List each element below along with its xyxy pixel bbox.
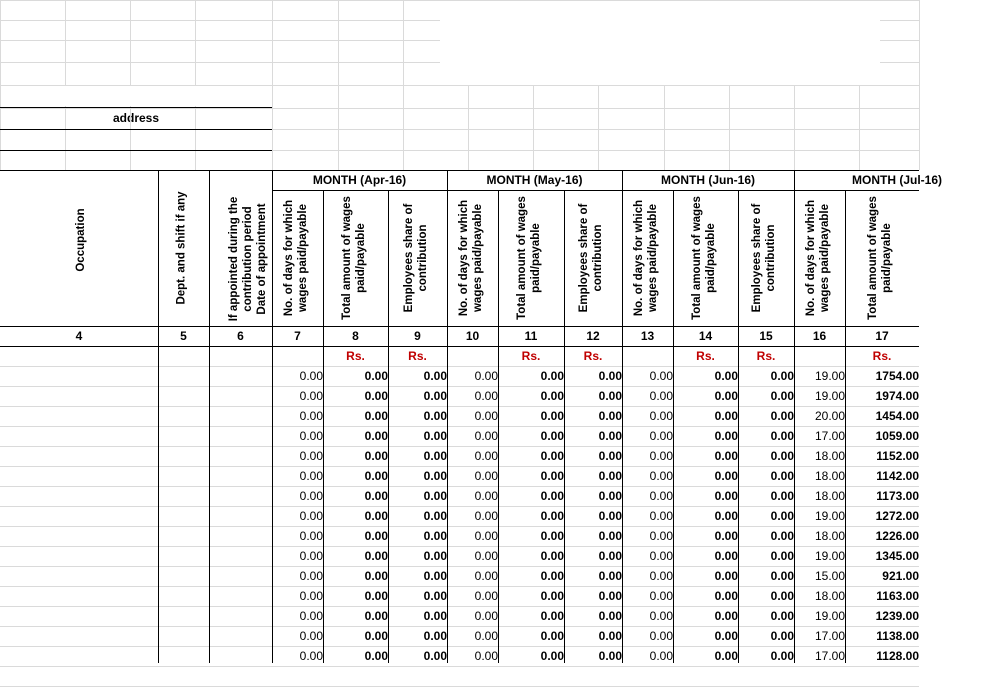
- header-col-border: [564, 190, 565, 346]
- row-gridline: [0, 466, 919, 467]
- company-name-bg: [1, 86, 271, 106]
- table-cell[interactable]: 15.00: [814, 569, 845, 583]
- table-cell[interactable]: 0.00: [540, 469, 564, 483]
- column-number: 12: [586, 329, 600, 343]
- table-cell[interactable]: 0.00: [714, 589, 738, 603]
- table-cell[interactable]: 0.00: [598, 469, 622, 483]
- appointed-header-line1: If appointed during the contribution period: [228, 196, 254, 322]
- column-number: 4: [75, 329, 83, 343]
- column-number: 6: [237, 329, 244, 343]
- table-cell[interactable]: 0.00: [299, 469, 323, 483]
- table-cell[interactable]: 18.00: [814, 469, 845, 483]
- currency-label: Rs.: [756, 349, 776, 363]
- table-cell[interactable]: 0.00: [770, 449, 794, 463]
- table-cell[interactable]: 0.00: [364, 649, 388, 663]
- row-gridline: [0, 526, 919, 527]
- appointed-header: [227, 189, 268, 329]
- table-cell[interactable]: 0.00: [598, 629, 622, 643]
- table-cell[interactable]: 0.00: [540, 509, 564, 523]
- header-col-border: [738, 190, 739, 346]
- subcolumn-header-total: Total amount of wages paid/payable: [690, 196, 717, 320]
- title-bg: [440, 1, 880, 85]
- subcolumn-header-days: No. of days for which wages paid/payable: [282, 199, 309, 317]
- table-cell[interactable]: 18.00: [814, 529, 845, 543]
- table-cell[interactable]: 0.00: [423, 549, 447, 563]
- table-cell[interactable]: 0.00: [423, 489, 447, 503]
- table-cell[interactable]: 1142.00: [876, 469, 919, 483]
- table-cell[interactable]: 0.00: [714, 629, 738, 643]
- table-cell[interactable]: 0.00: [423, 369, 447, 383]
- table-cell[interactable]: 0.00: [423, 649, 447, 663]
- month-header: MONTH (May-16): [486, 173, 583, 187]
- table-cell[interactable]: 18.00: [814, 489, 845, 503]
- table-cell[interactable]: 0.00: [299, 369, 323, 383]
- table-cell[interactable]: 0.00: [299, 629, 323, 643]
- table-cell[interactable]: 0.00: [649, 589, 673, 603]
- colnum-bottom-border: [0, 346, 919, 347]
- header-col-border: [158, 170, 159, 346]
- table-cell[interactable]: 0.00: [540, 389, 564, 403]
- table-cell[interactable]: 0.00: [649, 389, 673, 403]
- table-cell[interactable]: 0.00: [770, 629, 794, 643]
- header-col-border: [272, 170, 273, 346]
- table-cell[interactable]: 0.00: [540, 449, 564, 463]
- row-gridline: [0, 406, 919, 407]
- column-border: [209, 346, 210, 663]
- column-number: 13: [640, 329, 655, 343]
- table-cell[interactable]: 1152.00: [876, 449, 919, 463]
- table-cell[interactable]: 0.00: [474, 369, 498, 383]
- company-address: address: [112, 111, 160, 125]
- table-cell[interactable]: 0.00: [714, 609, 738, 623]
- table-cell[interactable]: 19.00: [814, 549, 845, 563]
- table-cell[interactable]: 0.00: [598, 409, 622, 423]
- column-number: 15: [759, 329, 773, 343]
- table-cell[interactable]: 0.00: [423, 609, 447, 623]
- table-cell[interactable]: 0.00: [649, 609, 673, 623]
- table-cell[interactable]: 0.00: [649, 649, 673, 663]
- column-number: 16: [812, 329, 827, 343]
- table-cell[interactable]: 0.00: [540, 429, 564, 443]
- table-cell[interactable]: 0.00: [299, 649, 323, 663]
- table-cell[interactable]: 0.00: [474, 469, 498, 483]
- table-cell[interactable]: 19.00: [814, 509, 845, 523]
- table-cell[interactable]: 0.00: [714, 469, 738, 483]
- table-cell[interactable]: 0.00: [423, 389, 447, 403]
- header-col-border: [498, 190, 499, 346]
- table-cell[interactable]: 0.00: [474, 589, 498, 603]
- table-cell[interactable]: 0.00: [649, 469, 673, 483]
- table-cell[interactable]: 0.00: [299, 429, 323, 443]
- table-cell[interactable]: 0.00: [540, 489, 564, 503]
- table-cell[interactable]: 0.00: [474, 489, 498, 503]
- table-cell[interactable]: 0.00: [598, 389, 622, 403]
- row-gridline: [0, 606, 919, 607]
- table-cell[interactable]: 0.00: [540, 569, 564, 583]
- currency-label: Rs.: [696, 349, 715, 363]
- table-cell[interactable]: 0.00: [770, 649, 794, 663]
- table-cell[interactable]: 0.00: [770, 389, 794, 403]
- table-cell[interactable]: 0.00: [714, 389, 738, 403]
- table-cell[interactable]: 0.00: [423, 629, 447, 643]
- row-gridline: [0, 666, 919, 667]
- table-cell[interactable]: 0.00: [770, 529, 794, 543]
- table-cell[interactable]: 0.00: [714, 449, 738, 463]
- table-cell[interactable]: 921.00: [882, 569, 919, 583]
- table-cell[interactable]: 0.00: [364, 369, 388, 383]
- table-cell[interactable]: 0.00: [649, 369, 673, 383]
- table-cell[interactable]: 0.00: [770, 469, 794, 483]
- table-cell[interactable]: 0.00: [474, 429, 498, 443]
- table-cell[interactable]: 0.00: [598, 549, 622, 563]
- table-cell[interactable]: 1272.00: [875, 509, 919, 523]
- table-cell[interactable]: 1128.00: [876, 649, 919, 663]
- column-number: 10: [465, 329, 480, 343]
- table-cell[interactable]: 18.00: [814, 589, 845, 603]
- table-cell[interactable]: 0.00: [714, 369, 738, 383]
- table-cell[interactable]: 0.00: [770, 489, 794, 503]
- table-cell[interactable]: 19.00: [814, 369, 845, 383]
- table-cell[interactable]: 0.00: [474, 569, 498, 583]
- table-cell[interactable]: 19.00: [814, 389, 845, 403]
- currency-label: Rs.: [583, 349, 603, 363]
- subcolumn-header-total: Total amount of wages paid/payable: [516, 196, 542, 320]
- table-cell[interactable]: 0.00: [474, 449, 498, 463]
- table-cell[interactable]: 0.00: [299, 509, 323, 523]
- table-cell[interactable]: 0.00: [364, 489, 388, 503]
- row-gridline: [0, 586, 919, 587]
- table-cell[interactable]: 0.00: [423, 589, 447, 603]
- table-cell[interactable]: 0.00: [714, 509, 738, 523]
- table-cell[interactable]: 0.00: [364, 569, 388, 583]
- row-gridline: [0, 386, 919, 387]
- table-cell[interactable]: 0.00: [540, 649, 564, 663]
- month-header: MONTH (Apr-16): [312, 173, 407, 187]
- currency-label: Rs.: [346, 349, 365, 363]
- table-cell[interactable]: 1345.00: [875, 549, 919, 563]
- table-cell[interactable]: 0.00: [364, 409, 388, 423]
- column-number: 17: [875, 329, 889, 343]
- column-number: 9: [414, 329, 421, 343]
- table-cell[interactable]: 0.00: [364, 629, 388, 643]
- subcolumn-header-share: Employees share of contribution: [751, 203, 777, 313]
- row-gridline: [0, 366, 919, 367]
- table-cell[interactable]: 0.00: [649, 569, 673, 583]
- table-cell[interactable]: 0.00: [364, 549, 388, 563]
- company-rule: [0, 150, 272, 151]
- table-cell[interactable]: 0.00: [423, 429, 447, 443]
- table-cell[interactable]: 0.00: [714, 489, 738, 503]
- subcolumn-header-days: No. of days for which wages paid/payable: [632, 199, 659, 317]
- table-cell[interactable]: 0.00: [649, 529, 673, 543]
- table-cell[interactable]: 0.00: [770, 589, 794, 603]
- header-col-border: [794, 170, 795, 346]
- month-header: MONTH (Jul-16): [852, 173, 942, 187]
- company-rule: [0, 129, 272, 130]
- table-cell[interactable]: 0.00: [364, 429, 388, 443]
- table-cell[interactable]: 0.00: [540, 549, 564, 563]
- occupation-header: Occupation: [75, 208, 87, 272]
- table-cell[interactable]: 0.00: [474, 649, 498, 663]
- table-cell[interactable]: 1226.00: [875, 529, 919, 543]
- table-cell[interactable]: 20.00: [814, 409, 845, 423]
- table-cell[interactable]: 0.00: [474, 409, 498, 423]
- company-rule: [0, 107, 272, 108]
- table-cell[interactable]: 0.00: [364, 609, 388, 623]
- table-cell[interactable]: 0.00: [299, 409, 323, 423]
- currency-label: Rs.: [408, 349, 427, 363]
- table-cell[interactable]: 0.00: [364, 449, 388, 463]
- table-cell[interactable]: 0.00: [714, 409, 738, 423]
- table-cell[interactable]: 0.00: [423, 449, 447, 463]
- table-cell[interactable]: 0.00: [474, 529, 498, 543]
- table-cell[interactable]: 17.00: [814, 429, 845, 443]
- table-cell[interactable]: 0.00: [423, 569, 447, 583]
- table-cell[interactable]: 0.00: [364, 509, 388, 523]
- table-cell[interactable]: 0.00: [649, 549, 673, 563]
- table-cell[interactable]: 0.00: [598, 489, 622, 503]
- table-cell[interactable]: 0.00: [299, 589, 323, 603]
- table-cell[interactable]: 0.00: [714, 549, 738, 563]
- table-cell[interactable]: 0.00: [598, 589, 622, 603]
- subcolumn-header-days: No. of days for which wages paid/payable: [457, 199, 484, 317]
- column-number: 7: [294, 329, 301, 343]
- column-number: 11: [524, 329, 538, 343]
- table-cell[interactable]: 0.00: [299, 489, 323, 503]
- row-gridline: [0, 626, 919, 627]
- table-cell[interactable]: 0.00: [299, 549, 323, 563]
- header-top-border: [0, 170, 919, 171]
- table-cell[interactable]: 0.00: [423, 509, 447, 523]
- table-cell[interactable]: 0.00: [770, 409, 794, 423]
- table-cell[interactable]: 0.00: [649, 489, 673, 503]
- table-cell[interactable]: 0.00: [540, 409, 564, 423]
- header-col-border: [673, 190, 674, 346]
- table-cell[interactable]: 0.00: [474, 389, 498, 403]
- table-cell[interactable]: 0.00: [474, 629, 498, 643]
- table-cell[interactable]: 0.00: [598, 369, 622, 383]
- table-cell[interactable]: 0.00: [770, 429, 794, 443]
- subcolumn-header-share: Employees share of contribution: [578, 203, 604, 313]
- table-cell[interactable]: 0.00: [364, 469, 388, 483]
- colnum-top-border: [0, 326, 919, 327]
- row-gridline: [0, 486, 919, 487]
- table-cell[interactable]: 0.00: [770, 549, 794, 563]
- table-cell[interactable]: 1163.00: [876, 589, 919, 603]
- currency-label: Rs.: [872, 349, 892, 363]
- table-cell[interactable]: 0.00: [649, 629, 673, 643]
- table-cell[interactable]: 1138.00: [876, 629, 919, 643]
- header-col-border: [209, 170, 210, 346]
- row-gridline: [0, 646, 919, 647]
- table-cell[interactable]: 0.00: [649, 449, 673, 463]
- table-cell[interactable]: 0.00: [770, 509, 794, 523]
- row-gridline: [0, 506, 919, 507]
- table-cell[interactable]: 0.00: [714, 429, 738, 443]
- header-col-border: [388, 190, 389, 346]
- dept-shift-header: Dept. and shift if any: [175, 191, 188, 305]
- table-cell[interactable]: 18.00: [814, 449, 845, 463]
- table-cell[interactable]: 0.00: [423, 409, 447, 423]
- table-cell[interactable]: 0.00: [299, 609, 323, 623]
- table-cell[interactable]: 0.00: [714, 529, 738, 543]
- row-gridline: [0, 546, 919, 547]
- subcolumn-header-total: Total amount of wages paid/payable: [340, 196, 367, 320]
- row-gridline: [0, 426, 919, 427]
- subcolumn-header-days: No. of days for which wages paid/payable: [804, 199, 831, 317]
- table-cell[interactable]: 1754.00: [875, 369, 919, 383]
- table-cell[interactable]: 0.00: [299, 529, 323, 543]
- table-cell[interactable]: 0.00: [598, 529, 622, 543]
- gridline-v: [919, 0, 920, 170]
- column-number: 14: [698, 329, 713, 343]
- row-gridline: [0, 446, 919, 447]
- table-cell[interactable]: 0.00: [474, 509, 498, 523]
- table-cell[interactable]: 1239.00: [875, 609, 919, 623]
- table-cell[interactable]: 0.00: [364, 389, 388, 403]
- month-header: MONTH (Jun-16): [661, 173, 755, 187]
- table-cell[interactable]: 1173.00: [876, 489, 919, 503]
- table-cell[interactable]: 0.00: [540, 529, 564, 543]
- table-cell[interactable]: 0.00: [598, 429, 622, 443]
- column-number: 5: [180, 329, 187, 343]
- table-cell[interactable]: 0.00: [474, 609, 498, 623]
- table-cell[interactable]: 17.00: [814, 629, 845, 643]
- table-cell[interactable]: 0.00: [364, 529, 388, 543]
- table-cell[interactable]: 0.00: [770, 369, 794, 383]
- table-cell[interactable]: 0.00: [364, 589, 388, 603]
- header-col-border: [845, 190, 846, 346]
- table-cell[interactable]: 0.00: [540, 609, 564, 623]
- table-cell[interactable]: 1974.00: [875, 389, 919, 403]
- table-cell[interactable]: 0.00: [299, 449, 323, 463]
- table-cell[interactable]: 0.00: [598, 649, 622, 663]
- table-cell[interactable]: 0.00: [598, 609, 622, 623]
- table-cell[interactable]: 19.00: [814, 609, 845, 623]
- table-cell[interactable]: 0.00: [423, 469, 447, 483]
- column-border: [158, 346, 159, 663]
- table-cell[interactable]: 0.00: [649, 409, 673, 423]
- subcolumn-header-share: Employees share of contribution: [402, 203, 429, 313]
- table-cell[interactable]: 17.00: [814, 649, 845, 663]
- row-gridline: [0, 566, 919, 567]
- header-col-border: [323, 190, 324, 346]
- table-cell[interactable]: 0.00: [598, 569, 622, 583]
- table-cell[interactable]: 0.00: [474, 549, 498, 563]
- table-cell[interactable]: 0.00: [299, 569, 323, 583]
- table-cell[interactable]: 0.00: [540, 369, 564, 383]
- currency-label: Rs.: [521, 349, 541, 363]
- table-cell[interactable]: 0.00: [770, 569, 794, 583]
- month-row-border: [272, 190, 919, 191]
- header-col-border: [622, 170, 623, 346]
- table-cell[interactable]: 0.00: [598, 509, 622, 523]
- table-cell[interactable]: 0.00: [649, 509, 673, 523]
- appointed-header-line2: Date of appointment: [256, 203, 268, 315]
- gridline-h: [0, 108, 919, 109]
- table-cell[interactable]: 1454.00: [875, 409, 919, 423]
- header-col-border: [447, 170, 448, 346]
- subcolumn-header-total: Total amount of wages paid/payable: [867, 196, 893, 320]
- table-cell[interactable]: 0.00: [423, 529, 447, 543]
- table-cell[interactable]: 0.00: [299, 389, 323, 403]
- table-cell[interactable]: 0.00: [540, 629, 564, 643]
- table-cell[interactable]: 0.00: [540, 589, 564, 603]
- column-number: 8: [352, 329, 359, 343]
- table-cell[interactable]: 1059.00: [875, 429, 919, 443]
- table-cell[interactable]: 0.00: [714, 649, 738, 663]
- table-cell[interactable]: 0.00: [770, 609, 794, 623]
- table-cell[interactable]: 0.00: [714, 569, 738, 583]
- table-cell[interactable]: 0.00: [598, 449, 622, 463]
- table-cell[interactable]: 0.00: [649, 429, 673, 443]
